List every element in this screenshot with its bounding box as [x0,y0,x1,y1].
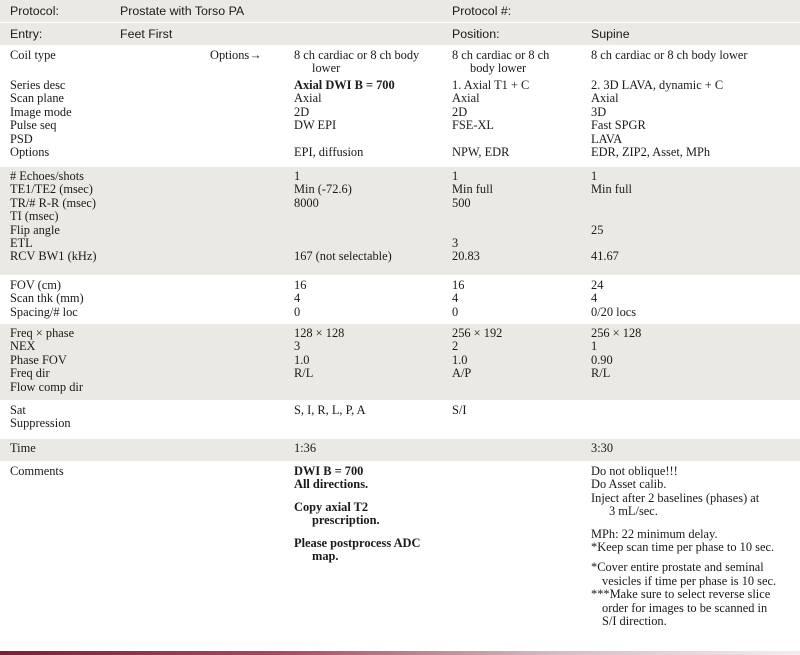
tr-col1: 8000 [294,195,319,210]
protocol-value: Prostate with Torso PA [120,4,245,18]
scan-plane-col1: Axial [294,91,322,106]
image-mode-col2: 2D [452,104,468,119]
te-label: TE1/TE2 (msec) [10,182,93,197]
comment-rate: 3 mL/sec. [609,504,658,519]
comments-col1 [294,465,450,563]
comments-col3 [591,465,796,628]
flow-comp-col3 [591,381,796,394]
thk-col1-value: 4 [294,291,301,306]
comment-postprocess: Please postprocess ADC [294,535,421,550]
fov-section [0,276,800,323]
fov-col2-value: 16 [452,278,465,292]
pulse-seq-col2: FSE-XL [452,118,494,133]
sat-col2 [452,404,588,417]
comment-cover-prostate: *Cover entire prostate and seminal [591,560,764,575]
fov-col3 [591,279,796,319]
nex-label: NEX [10,339,36,354]
phase-fov-col2: 1.0 [452,352,468,367]
entry-value: Feet First [120,27,173,41]
series-desc-label: Series desc [10,78,66,92]
tr-label: TR/# R-R (msec) [10,195,97,210]
series-labels [10,79,72,159]
sat-col1 [294,404,450,417]
psd-col3: LAVA [591,131,623,146]
rcv-bw-col1: 167 (not selectable) [294,249,392,264]
matrix-col2 [452,327,588,394]
etl-col1 [294,237,450,250]
time-col3: 3:30 [591,441,614,455]
fov-col1-value: 16 [294,278,307,292]
timing-col1 [294,170,450,264]
freq-dir-col2: A/P [452,366,472,381]
sat-section [0,401,800,438]
series-desc-col1: Axial DWI B = 700 [294,78,395,92]
scan-plane-col2: Axial [452,91,480,106]
series-section [0,76,800,164]
spacing-col2-value: 0 [452,304,459,319]
spacing-col3-value: 0/20 locs [591,304,637,319]
spacing-col1-value: 0 [294,304,301,319]
te-col1: Min (-72.6) [294,182,352,197]
coil-col2-line1: 8 ch cardiac or 8 ch [452,48,550,62]
rcv-bw-label: RCV BW1 (kHz) [10,249,97,264]
ti-col1 [294,210,450,223]
coil-col1-line1: 8 ch cardiac or 8 ch body [294,48,420,62]
options-col1: EPI, diffusion [294,145,364,160]
timing-col2 [452,170,588,264]
series-col2 [452,79,588,159]
matrix-labels [10,327,83,394]
comment-reverse-slice: ***Make sure to select reverse slice [591,587,771,602]
echoes-label: # Echoes/shots [10,169,84,183]
ti-col3 [591,210,796,223]
flow-comp-label: Flow comp dir [10,379,83,394]
psd-col1 [294,133,450,146]
matrix-section [0,324,800,400]
comment-dwi: DWI B = 700 [294,464,364,478]
etl-col3 [591,237,796,250]
flip-col2 [452,224,588,237]
comments-section [0,462,800,651]
freq-phase-col2: 256 × 192 [452,326,503,340]
tr-col3 [591,197,796,210]
bottom-accent-bar [0,651,800,655]
comment-map: map. [312,549,339,564]
fov-labels [10,279,84,319]
coil-value-col3: 8 ch cardiac or 8 ch body lower [591,48,748,62]
pulse-seq-label: Pulse seq [10,118,57,133]
coil-type-label: Coil type [10,48,56,62]
comment-mph-delay: MPh: 22 minimum delay. [591,526,718,541]
flip-col3: 25 [591,222,604,237]
time-section [0,439,800,461]
position-label: Position: [452,27,500,41]
time-col1: 1:36 [294,441,317,455]
nex-col3: 1 [591,339,598,354]
options-col2: NPW, EDR [452,145,510,160]
comment-order: order for images to be scanned in [602,600,768,615]
ti-col2 [452,210,588,223]
freq-dir-col1: R/L [294,366,314,381]
freq-dir-label: Freq dir [10,366,50,381]
freq-dir-col3: R/L [591,366,611,381]
options-col3: EDR, ZIP2, Asset, MPh [591,145,711,160]
comment-no-oblique: Do not oblique!!! [591,464,678,478]
scan-plane-label: Scan plane [10,91,65,106]
ti-label: TI (msec) [10,209,59,224]
thk-col3-value: 4 [591,291,598,306]
sat-labels [10,404,71,431]
sat-col2-value: S/I [452,403,467,417]
series-col1 [294,79,450,159]
freq-phase-col1: 128 × 128 [294,326,345,340]
sat-col1-value: S, I, R, L, P, A [294,403,366,417]
thk-col2-value: 4 [452,291,459,306]
rcv-bw-col2: 20.83 [452,249,480,264]
entry-label: Entry: [10,27,43,41]
freq-phase-label: Freq × phase [10,326,75,340]
matrix-col1 [294,327,450,394]
echoes-col3: 1 [591,169,598,183]
pulse-seq-col1: DW EPI [294,118,337,133]
comment-vesicles: vesicles if time per phase is 10 sec. [602,573,777,588]
pulse-seq-col3: Fast SPGR [591,118,646,133]
echoes-col2: 1 [452,169,459,183]
comment-si-direction: S/I direction. [602,614,667,629]
nex-col1: 3 [294,339,301,354]
coil-section [0,46,800,76]
flow-comp-col1 [294,381,450,394]
matrix-col3 [591,327,796,394]
te-col3: Min full [591,182,632,197]
etl-col2: 3 [452,236,459,250]
comment-asset-calib: Do Asset calib. [591,477,667,492]
fov-col2 [452,279,588,319]
echoes-col1: 1 [294,169,301,183]
flow-comp-col2 [452,381,588,394]
spacing-label: Spacing/# loc [10,304,78,319]
rcv-bw-col3: 41.67 [591,249,619,264]
te-col2: Min full [452,182,493,197]
scan-plane-col3: Axial [591,91,619,106]
flip-col1 [294,224,450,237]
fov-col1 [294,279,450,319]
coil-col1-line2: lower [312,61,341,76]
comment-scan-time: *Keep scan time per phase to 10 sec. [591,540,775,555]
coil-col2-line2: body lower [470,61,527,76]
sat-label: Sat [10,403,26,417]
coil-value-col2 [452,49,588,76]
comment-prescription: prescription. [312,513,380,528]
timing-col3 [591,170,796,264]
phase-fov-col3: 0.90 [591,352,613,367]
timing-section [0,167,800,275]
protocol-header-row [0,0,800,22]
protocol-number-label: Protocol #: [452,4,512,18]
series-desc-col2: 1. Axial T1 + C [452,78,530,92]
timing-labels [10,170,97,264]
flip-angle-label: Flip angle [10,222,60,237]
options-label: Options [10,145,50,160]
image-mode-label: Image mode [10,104,72,119]
psd-col2 [452,133,588,146]
etl-label: ETL [10,236,33,251]
time-label: Time [10,441,36,455]
phase-fov-label: Phase FOV [10,352,67,367]
suppression-label: Suppression [10,416,71,431]
entry-header-row [0,23,800,45]
freq-phase-col3: 256 × 128 [591,326,642,340]
options-arrow-label: Options→ [210,48,262,62]
protocol-label: Protocol: [10,4,59,18]
comment-directions: All directions. [294,477,369,492]
series-desc-col3: 2. 3D LAVA, dynamic + C [591,78,724,92]
comment-inject: Inject after 2 baselines (phases) at [591,490,760,505]
fov-col3-value: 24 [591,278,604,292]
psd-label: PSD [10,131,33,146]
comments-label: Comments [10,464,64,478]
position-value: Supine [591,27,630,41]
image-mode-col1: 2D [294,104,310,119]
comment-copy-axial: Copy axial T2 [294,499,369,514]
tr-col2: 500 [452,195,471,210]
coil-value-col1 [294,49,450,76]
fov-label: FOV (cm) [10,278,62,292]
nex-col2: 2 [452,339,459,354]
image-mode-col3: 3D [591,104,607,119]
phase-fov-col1: 1.0 [294,352,310,367]
series-col3 [591,79,796,159]
scan-thk-label: Scan thk (mm) [10,291,84,306]
